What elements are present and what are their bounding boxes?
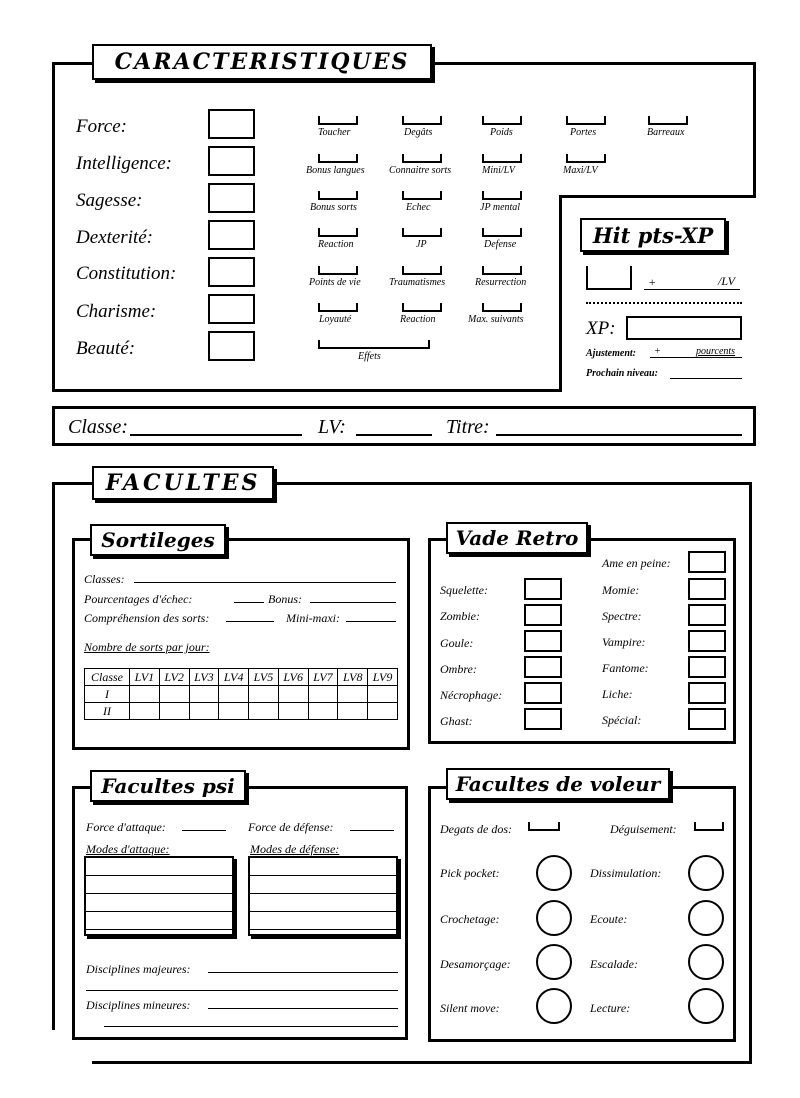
field-bracket[interactable] (566, 154, 606, 163)
table-header: LV6 (278, 669, 308, 686)
caracteristiques-title: CARACTERISTIQUES (92, 44, 432, 80)
undead-label: Vampire: (602, 635, 646, 649)
spells-table (84, 668, 398, 720)
field-label: Points de vie (309, 277, 361, 288)
thief-skill-circle[interactable] (688, 855, 724, 891)
thief-skill-circle[interactable] (536, 944, 572, 980)
ajustement-plus: + (654, 346, 661, 357)
field-label: Max. suivants (468, 314, 524, 325)
field-label: Bonus sorts (310, 202, 357, 213)
thief-skill-circle[interactable] (688, 944, 724, 980)
panel-border (52, 62, 55, 392)
table-header: LV2 (159, 669, 189, 686)
force-attaque-label: Force d'attaque: (86, 820, 166, 834)
thief-skill-label: Ecoute: (590, 912, 628, 926)
thief-skill-circle[interactable] (688, 900, 724, 936)
hitpoints-box[interactable] (586, 266, 632, 290)
field-bracket[interactable] (402, 266, 442, 275)
force-defense-line[interactable] (350, 830, 394, 831)
field-label: Effets (358, 351, 381, 362)
stat-box-charisme[interactable] (208, 294, 255, 324)
deguisement-label: Déguisement: (610, 822, 677, 836)
stat-box-dexterite[interactable] (208, 220, 255, 250)
thief-skill-circle[interactable] (536, 988, 572, 1024)
stat-box-force[interactable] (208, 109, 255, 139)
table-cell[interactable] (130, 686, 160, 703)
field-label: Mini/LV (482, 165, 515, 176)
panel-border (559, 195, 562, 392)
undead-box[interactable] (688, 708, 726, 730)
hitpts-plus: + (648, 275, 657, 289)
table-cell[interactable] (189, 703, 219, 720)
field-bracket[interactable] (402, 191, 442, 200)
field-label: Defense (484, 239, 517, 250)
facultes-border (749, 482, 752, 1064)
mineures-line[interactable] (208, 1008, 398, 1009)
field-label: Reaction (318, 239, 354, 250)
field-label: Traumatismes (389, 277, 446, 288)
facultes-title: FACULTES (92, 466, 274, 500)
field-bracket[interactable] (482, 303, 522, 312)
undead-label: Squelette: (440, 583, 488, 597)
stat-label-constitution: Constitution: (76, 263, 177, 284)
minimaxi-label: Mini-maxi: (286, 611, 340, 625)
thief-skill-label: Pick pocket: (440, 866, 500, 880)
undead-box[interactable] (524, 630, 562, 652)
field-bracket[interactable] (482, 266, 522, 275)
nombre-label: Nombre de sorts par jour: (84, 640, 210, 654)
undead-box[interactable] (524, 656, 562, 678)
stat-label-dexterite: Dexterité: (76, 227, 154, 248)
table-cell[interactable] (159, 686, 189, 703)
field-label: Portes (570, 127, 597, 138)
field-label: Connaitre sorts (389, 165, 452, 176)
field-label: Echec (406, 202, 431, 213)
vade-retro-title: Vade Retro (446, 522, 588, 554)
field-label: Poids (490, 127, 513, 138)
comprehension-label: Compréhension des sorts: (84, 611, 210, 625)
facultes-border (92, 1061, 752, 1064)
thief-skill-circle[interactable] (688, 988, 724, 1024)
table-cell[interactable] (219, 686, 249, 703)
stat-label-force: Force: (76, 116, 127, 137)
panel-border (52, 389, 562, 392)
table-header: LV8 (338, 669, 368, 686)
force-attaque-line[interactable] (182, 830, 226, 831)
table-cell[interactable] (189, 686, 219, 703)
modes-defense-box[interactable] (248, 856, 398, 936)
undead-label: Fantome: (602, 661, 649, 675)
table-cell[interactable] (368, 686, 398, 703)
sortileges-title: Sortileges (90, 524, 226, 556)
undead-label: Goule: (440, 636, 474, 650)
table-header: LV3 (189, 669, 219, 686)
titre-line[interactable] (496, 434, 742, 436)
field-label: Bonus langues (306, 165, 365, 176)
field-bracket[interactable] (318, 191, 358, 200)
table-cell[interactable] (338, 686, 368, 703)
stat-label-sagesse: Sagesse: (76, 190, 143, 211)
table-cell[interactable] (368, 703, 398, 720)
pourcentages-line[interactable] (234, 602, 264, 603)
field-bracket[interactable] (318, 340, 430, 349)
undead-box[interactable] (688, 551, 726, 573)
stat-box-intelligence[interactable] (208, 146, 255, 176)
field-label: Resurrection (475, 277, 527, 288)
table-row-label: II (85, 703, 130, 720)
undead-box[interactable] (688, 656, 726, 678)
undead-box[interactable] (688, 604, 726, 626)
undead-box[interactable] (524, 604, 562, 626)
field-label: Toucher (318, 127, 351, 138)
field-bracket[interactable] (318, 303, 358, 312)
field-label: Loyauté (319, 314, 352, 325)
undead-label: Spécial: (602, 713, 642, 727)
table-cell[interactable] (308, 686, 338, 703)
undead-box[interactable] (524, 578, 562, 600)
comprehension-line[interactable] (226, 621, 274, 622)
undead-label: Ame en peine: (602, 556, 671, 570)
field-bracket[interactable] (402, 303, 442, 312)
classes-line[interactable] (134, 582, 396, 583)
classe-line[interactable] (130, 434, 302, 436)
bonus-label: Bonus: (268, 592, 302, 606)
undead-label: Ombre: (440, 662, 477, 676)
thief-skill-circle[interactable] (536, 900, 572, 936)
table-row (85, 686, 398, 703)
field-bracket[interactable] (318, 154, 358, 163)
table-row (85, 703, 398, 720)
stat-label-intelligence: Intelligence: (76, 153, 173, 174)
bonus-line[interactable] (310, 602, 396, 603)
field-bracket[interactable] (318, 266, 358, 275)
stat-box-constitution[interactable] (208, 257, 255, 287)
field-label: JP (416, 239, 427, 250)
degats-label: Degats de dos: (440, 822, 512, 836)
table-header-row (85, 669, 398, 686)
table-header: LV9 (368, 669, 398, 686)
undead-box[interactable] (688, 682, 726, 704)
thief-skill-label: Lecture: (590, 1001, 631, 1015)
thief-skill-label: Silent move: (440, 1001, 500, 1015)
table-cell[interactable] (249, 703, 279, 720)
undead-label: Nécrophage: (440, 688, 503, 702)
table-header: LV4 (219, 669, 249, 686)
table-row-label: I (85, 686, 130, 703)
force-defense-label: Force de défense: (248, 820, 334, 834)
xp-box[interactable] (626, 316, 742, 340)
undead-box[interactable] (688, 578, 726, 600)
stat-box-sagesse[interactable] (208, 183, 255, 213)
field-label: Barreaux (647, 127, 685, 138)
thief-skill-label: Crochetage: (440, 912, 500, 926)
lv-line[interactable] (356, 434, 432, 436)
stat-label-beaute: Beauté: (76, 338, 136, 359)
table-cell[interactable] (278, 686, 308, 703)
classes-label: Classes: (84, 572, 125, 586)
prochain-line[interactable] (670, 378, 742, 379)
field-bracket[interactable] (566, 116, 606, 125)
table-cell[interactable] (159, 703, 189, 720)
ajustement-label: Ajustement: (586, 348, 637, 359)
titre-label: Titre: (446, 416, 490, 438)
majeures-line[interactable] (208, 972, 398, 973)
facultes-border (52, 482, 55, 1030)
lv-label: LV: (318, 416, 346, 438)
field-bracket[interactable] (482, 154, 522, 163)
undead-label: Momie: (602, 583, 640, 597)
field-bracket[interactable] (402, 228, 442, 237)
mineures-line[interactable] (104, 1026, 398, 1027)
undead-label: Spectre: (602, 609, 642, 623)
voleur-title: Facultes de voleur (446, 768, 670, 800)
stat-box-beaute[interactable] (208, 331, 255, 361)
table-cell[interactable] (308, 703, 338, 720)
mineures-label: Disciplines mineures: (86, 998, 191, 1012)
thief-skill-circle[interactable] (536, 855, 572, 891)
hitpts-title: Hit pts-XP (580, 218, 726, 252)
undead-box[interactable] (688, 630, 726, 652)
modes-attaque-label: Modes d'attaque: (86, 842, 170, 856)
table-header: LV7 (308, 669, 338, 686)
undead-box[interactable] (524, 708, 562, 730)
table-cell[interactable] (338, 703, 368, 720)
panel-border (559, 195, 756, 198)
table-header: LV1 (130, 669, 160, 686)
field-label: JP mental (480, 202, 521, 213)
field-label: Maxi/LV (563, 165, 598, 176)
undead-box[interactable] (524, 682, 562, 704)
thief-skill-label: Dissimulation: (590, 866, 662, 880)
field-label: Reaction (400, 314, 436, 325)
psi-title: Facultes psi (90, 770, 246, 802)
field-bracket[interactable] (482, 191, 522, 200)
minimaxi-line[interactable] (346, 621, 396, 622)
field-bracket[interactable] (402, 154, 442, 163)
undead-label: Ghast: (440, 714, 473, 728)
table-cell[interactable] (219, 703, 249, 720)
table-cell[interactable] (249, 686, 279, 703)
deguisement-bracket[interactable] (694, 822, 724, 831)
modes-defense-label: Modes de défense: (250, 842, 340, 856)
classe-bar (52, 406, 756, 446)
dotted-separator (586, 302, 742, 304)
field-bracket[interactable] (482, 228, 522, 237)
field-bracket[interactable] (402, 116, 442, 125)
prochain-label: Prochain niveau: (586, 368, 658, 379)
field-bracket[interactable] (648, 116, 688, 125)
hitpts-line[interactable] (644, 289, 740, 290)
field-bracket[interactable] (482, 116, 522, 125)
pourcentages-label: Pourcentages d'échec: (84, 592, 193, 606)
undead-label: Zombie: (440, 609, 480, 623)
table-cell[interactable] (130, 703, 160, 720)
field-bracket[interactable] (318, 228, 358, 237)
thief-skill-label: Escalade: (590, 957, 638, 971)
majeures-label: Disciplines majeures: (86, 962, 191, 976)
field-label: Degâts (404, 127, 433, 138)
undead-label: Liche: (602, 687, 633, 701)
field-bracket[interactable] (318, 116, 358, 125)
pourcents-label: pourcents (696, 346, 736, 357)
xp-label: XP: (586, 318, 616, 339)
modes-attaque-box[interactable] (84, 856, 234, 936)
hitpts-lv: /LV (718, 274, 735, 288)
degats-bracket[interactable] (528, 822, 560, 831)
table-cell[interactable] (278, 703, 308, 720)
thief-skill-label: Desamorçage: (440, 957, 511, 971)
table-header: Classe (85, 669, 130, 686)
ajustement-line[interactable] (650, 357, 742, 358)
majeures-line[interactable] (86, 990, 398, 991)
classe-label: Classe: (68, 416, 128, 438)
table-header: LV5 (249, 669, 279, 686)
panel-border (753, 62, 756, 198)
stat-label-charisme: Charisme: (76, 301, 157, 322)
